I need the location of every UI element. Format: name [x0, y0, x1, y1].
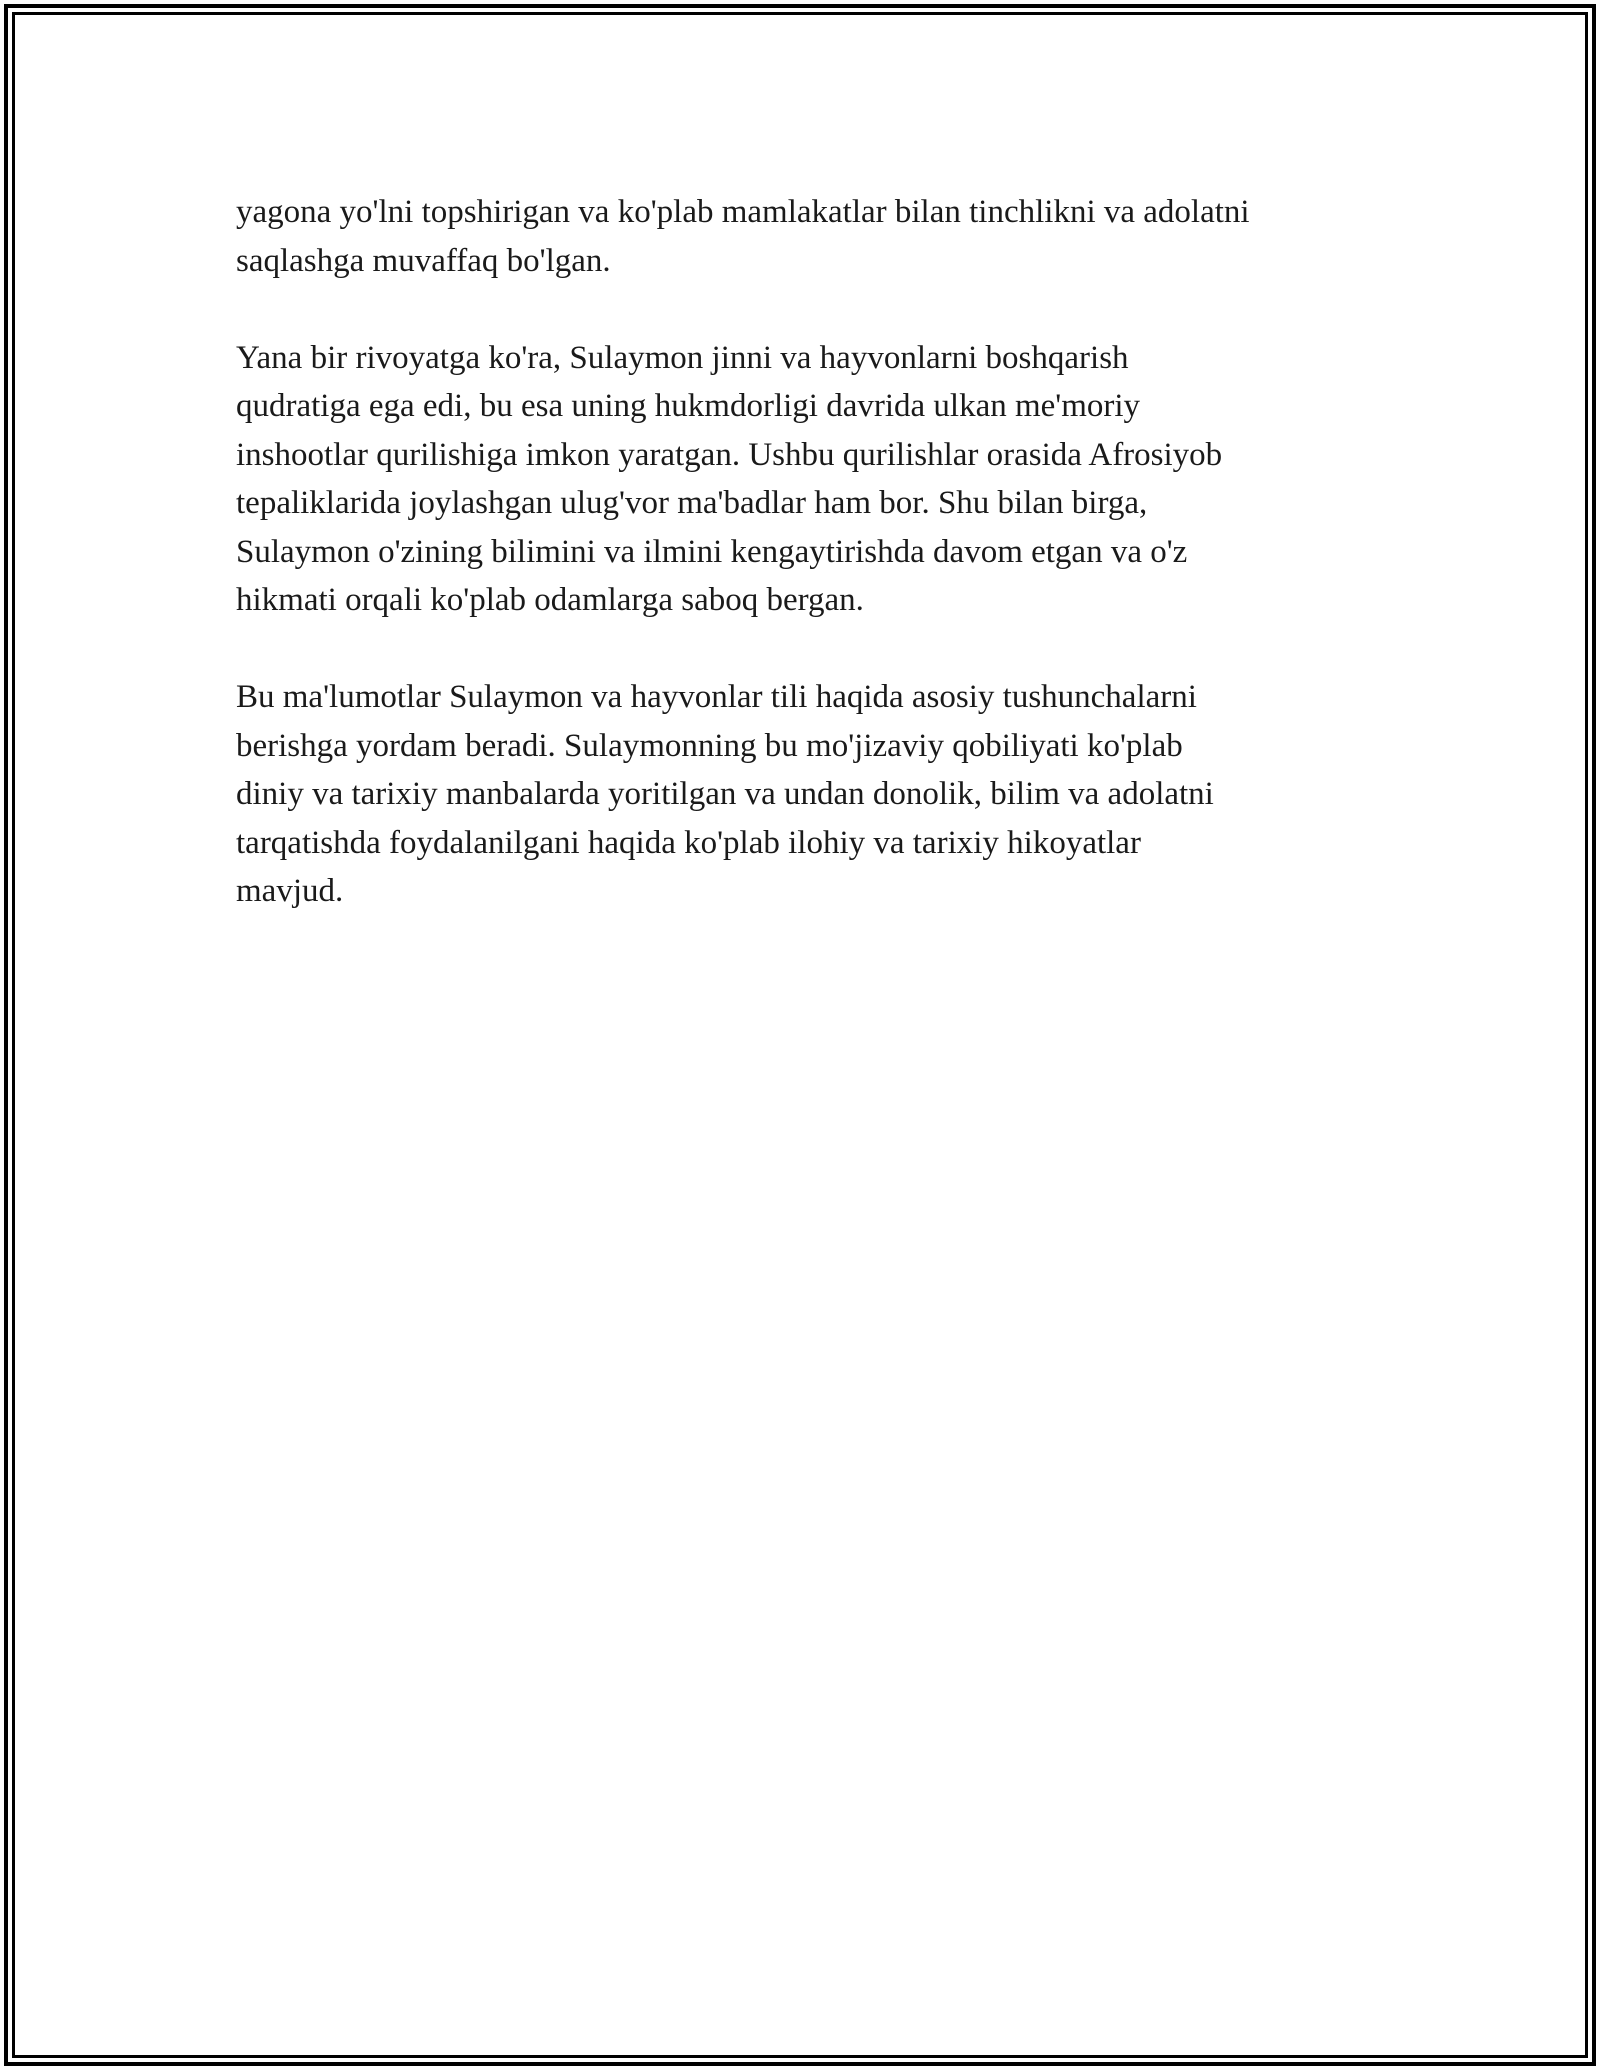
paragraph-2: [236, 334, 1376, 625]
text-line: saqlashga muvaffaq bo'lgan.: [236, 242, 611, 279]
text-line: berishga yordam beradi. Sulaymonning bu mo'jizaviy qobiliyati ko'plab: [236, 727, 1183, 764]
text-line: qudratiga ega edi, bu esa uning hukmdorligi davrida ulkan me'moriy: [236, 388, 1141, 424]
text-line: tepaliklarida joylashgan ulug'vor ma'badlar ham bor. Shu bilan birga,: [236, 485, 1148, 521]
text-line: hikmati orqali ko'plab odamlarga saboq bergan.: [236, 582, 864, 618]
document-body: [236, 188, 1376, 964]
paragraph-1: [236, 188, 1376, 285]
paragraph-3: [236, 673, 1376, 916]
text-line: Bu ma'lumotlar Sulaymon va hayvonlar tili haqida asosiy tushunchalarni: [236, 679, 1197, 715]
text-line: mavjud.: [236, 873, 344, 909]
text-line: tarqatishda foydalanilgani haqida ko'plab ilohiy va tarixiy hikoyatlar: [236, 824, 1141, 861]
text-line: Yana bir rivoyatga ko'ra, Sulaymon jinni va hayvonlarni boshqarish: [236, 339, 1129, 376]
text-line: inshootlar qurilishiga imkon yaratgan. Ushbu qurilishlar orasida Afrosiyob: [236, 436, 1223, 473]
text-line: diniy va tarixiy manbalarda yoritilgan va undan donolik, bilim va adolatni: [236, 776, 1214, 812]
text-line: yagona yo'lni topshirigan va ko'plab mamlakatlar bilan tinchlikni va adolatni: [236, 194, 1250, 230]
text-line: Sulaymon o'zining bilimini va ilmini kengaytirishda davom etgan va o'z: [236, 533, 1188, 570]
